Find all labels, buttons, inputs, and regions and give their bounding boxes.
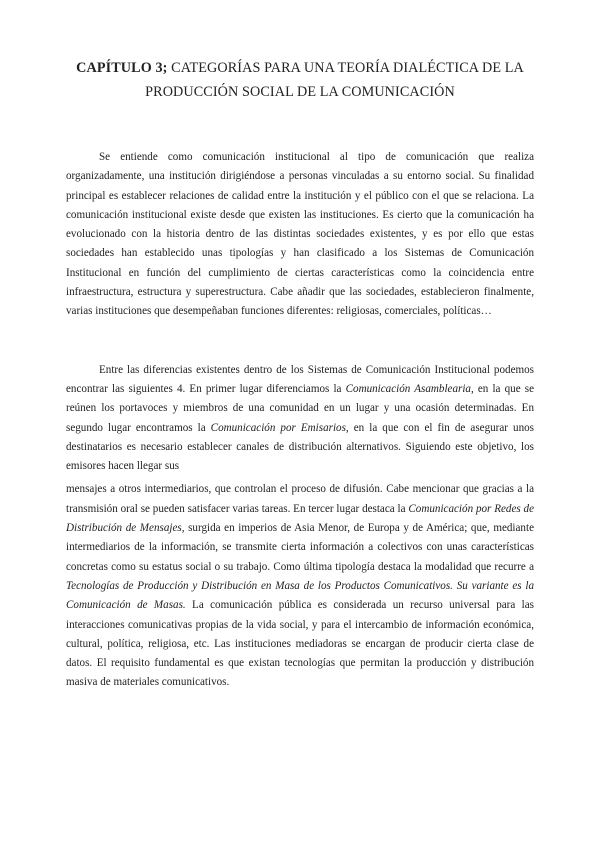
paragraph-2 <box>66 361 534 477</box>
paragraph-gap <box>66 322 534 361</box>
term-tecnologias-produccion: Tecnologías de Producción y Distribución en Masa de los Productos Comunicativos. Su variante es la Comunicación de Masas. <box>66 579 534 612</box>
paragraph-1: Se entiende como comunicación institucional al tipo de comunicación que realiza organizadamente, una institución dirigiéndose a personas vinculadas a su entorno social. Su finalidad principal es establecer relaciones de calidad entre la institución y el público con el que se relaciona. La comunicación institucional existe desde que existen las instituciones. Es cierto que la comunicación ha evolucionado con la historia dentro de las distintas sociedades existentes, y es por ello que estas sociedades han establecido unas tipologías y han clasificado a los Sistemas de Comunicación Institucional en función del cumplimiento de ciertas características como la coincidencia entre infraestructura, estructura y superestructura. Cabe añadir que las sociedades, establecieron finalmente, varias instituciones que desempeñaban funciones diferentes: religiosas, comerciales, políticas… <box>66 151 534 318</box>
chapter-title <box>66 56 534 104</box>
chapter-number: CAPÍTULO 3; <box>76 60 168 76</box>
chapter-title-text: CATEGORÍAS PARA UNA TEORÍA DIALÉCTICA DE LA PRODUCCIÓN SOCIAL DE LA COMUNICACIÓN <box>145 60 524 100</box>
paragraph-3 <box>66 480 534 692</box>
paragraph-3-text-c: La comunicación pública es considerada un recurso universal para las interacciones comunicativas propias de la vida social, y para el intercambio de información económica, cultural, política, religiosa, etc. Las instituciones mediadoras se encargan de producir cierta clase de datos. El requisito fundamental es que existan tecnologías que permitan la producción y distribución masiva de materiales comunicativos. <box>66 599 534 689</box>
term-comunicacion-emisarios: Comunicación por Emisarios, <box>210 421 349 434</box>
term-comunicacion-asamblearia: Comunicación Asamblearia, <box>345 382 474 395</box>
paragraph-3-text-a: mensajes a otros intermediarios, que controlan el proceso de difusión. Cabe mencionar que gracias a la transmisión oral se pueden satisfacer varias tareas. En tercer lugar destaca la <box>66 483 534 515</box>
paragraph-2-text-c: en la que con el fin de asegurar unos destinatarios es necesario establecer canales de distribución alternativos. Siguiendo este objetivo, los emisores hacen llegar sus <box>66 421 534 473</box>
term-redes-distribucion: Comunicación por Redes de Distribución de Mensajes, <box>66 502 535 535</box>
paragraph-2-text-b: en la que se reúnen los portavoces y miembros de una comunidad en un lugar y una ocasión determinadas. En segundo lugar encontramos la <box>66 382 534 434</box>
paragraph-3-text-b: surgida en imperios de Asia Menor, de Europa y de América; que, mediante intermediarios de la información, se transmite cierta información a colectivos con unas características concretas como su estatus social o su trabajo. Como última tipología destaca la modalidad que recurre a <box>66 522 534 573</box>
paragraph-2-text-a: Entre las diferencias existentes dentro de los Sistemas de Comunicación Institucional podemos encontrar las siguientes 4. En primer lugar diferenciamos la <box>66 363 534 395</box>
